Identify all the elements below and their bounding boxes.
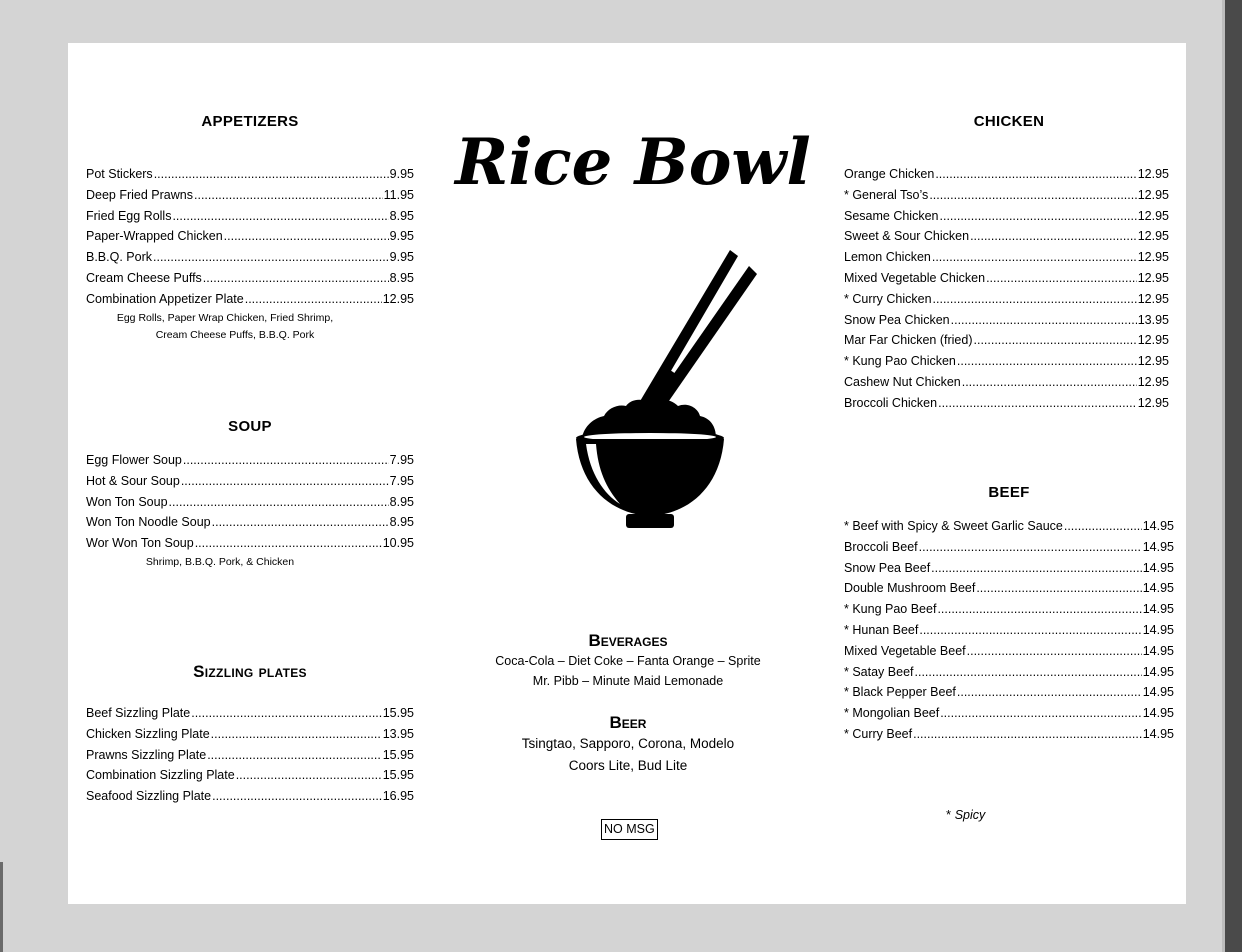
menu-item: Sesame Chicken ..... 12.95 [844,206,1169,227]
beef-list [844,516,1174,745]
beer-line1: Tsingtao, Sapporo, Corona, Modelo [521,736,735,751]
sizzling-section [86,662,414,682]
menu-item: Seafood Sizzling Plate ..... 16.95 [86,786,414,807]
combination-note-line2: Cream Cheese Puffs, B.B.Q. Pork [155,328,315,341]
menu-item: Snow Pea Chicken ..... 13.95 [844,310,1169,331]
menu-item: Hot & Sour Soup ..... 7.95 [86,471,414,492]
beverages-heading: Beverages [588,631,668,650]
appetizers-section [86,113,414,130]
window-edge-left [0,862,3,952]
menu-item: Mar Far Chicken (fried) ..... 12.95 [844,330,1169,351]
menu-item: * Satay Beef ..... 14.95 [844,662,1174,683]
menu-item: Snow Pea Beef ..... 14.95 [844,558,1174,579]
chicken-heading: CHICKEN [973,113,1045,130]
soup-section [86,418,414,435]
menu-item: * Black Pepper Beef ..... 14.95 [844,682,1174,703]
menu-item: Orange Chicken ..... 12.95 [844,164,1169,185]
chicken-list [844,164,1169,414]
menu-item: Beef Sizzling Plate ..... 15.95 [86,703,414,724]
beverages-section [488,631,768,691]
menu-item: * Curry Beef ..... 14.95 [844,724,1174,745]
menu-item: Lemon Chicken ..... 12.95 [844,247,1169,268]
menu-item: Paper-Wrapped Chicken ..... 9.95 [86,226,414,247]
menu-item: * Kung Pao Chicken ..... 12.95 [844,351,1169,372]
soup-note: Shrimp, B.B.Q. Pork, & Chicken [145,555,295,568]
spicy-legend [946,807,985,822]
menu-item: Cream Cheese Puffs ..... 8.95 [86,268,414,289]
menu-item: Wor Won Ton Soup ..... 10.95 [86,533,414,554]
menu-item: Cashew Nut Chicken ..... 12.95 [844,372,1169,393]
soup-list [86,450,414,571]
menu-item: Chicken Sizzling Plate ..... 13.95 [86,724,414,745]
spicy-star-icon: * [946,807,952,822]
beverages-line1: Coca-Cola – Diet Coke – Fanta Orange – Sprite [495,654,761,668]
beer-section [488,713,768,777]
menu-item: Broccoli Chicken ..... 12.95 [844,393,1169,414]
menu-item: * Kung Pao Beef ..... 14.95 [844,599,1174,620]
menu-item: * Hunan Beef ..... 14.95 [844,620,1174,641]
menu-item: Fried Egg Rolls ..... 8.95 [86,206,414,227]
menu-item: Won Ton Soup ..... 8.95 [86,492,414,513]
appetizers-heading: APPETIZERS [201,113,299,130]
beef-heading: BEEF [988,484,1030,501]
beverages-line2: Mr. Pibb – Minute Maid Lemonade [532,674,724,688]
menu-page [68,43,1186,904]
menu-item: Double Mushroom Beef ..... 14.95 [844,578,1174,599]
menu-item: Deep Fried Prawns ..... 11.95 [86,185,414,206]
menu-item: Pot Stickers ..... 9.95 [86,164,414,185]
combination-note-line1: Egg Rolls, Paper Wrap Chicken, Fried Shrimp, [116,311,334,324]
menu-item: Mixed Vegetable Chicken ..... 12.95 [844,268,1169,289]
sizzling-heading: Sizzling plates [193,662,307,681]
menu-item: Prawns Sizzling Plate ..... 15.95 [86,745,414,766]
menu-item: Combination Sizzling Plate ..... 15.95 [86,765,414,786]
menu-item: B.B.Q. Pork ..... 9.95 [86,247,414,268]
spicy-label: Spicy [954,808,986,822]
menu-item: Won Ton Noodle Soup ..... 8.95 [86,512,414,533]
menu-item: * Beef with Spicy & Sweet Garlic Sauce ..... 14.95 [844,516,1174,537]
chicken-section [844,113,1174,130]
appetizers-list [86,164,414,344]
sizzling-list [86,703,414,807]
restaurant-title: Rice Bowl [455,125,811,200]
menu-item: * Mongolian Beef ..... 14.95 [844,703,1174,724]
menu-item: Sweet & Sour Chicken ..... 12.95 [844,226,1169,247]
menu-item: Mixed Vegetable Beef ..... 14.95 [844,641,1174,662]
menu-item: * Curry Chicken ..... 12.95 [844,289,1169,310]
menu-item: Egg Flower Soup ..... 7.95 [86,450,414,471]
window-edge [1225,0,1242,952]
menu-item: Broccoli Beef ..... 14.95 [844,537,1174,558]
menu-item: Combination Appetizer Plate ..... 12.95 [86,289,414,310]
beer-line2: Coors Lite, Bud Lite [568,758,688,773]
soup-heading: SOUP [228,418,272,435]
beer-heading: Beer [609,713,647,732]
beef-section [844,484,1174,501]
menu-item: * General Tso’s ..... 12.95 [844,185,1169,206]
rice-bowl-chopsticks-icon [558,248,758,538]
no-msg-badge: NO MSG [601,819,658,840]
